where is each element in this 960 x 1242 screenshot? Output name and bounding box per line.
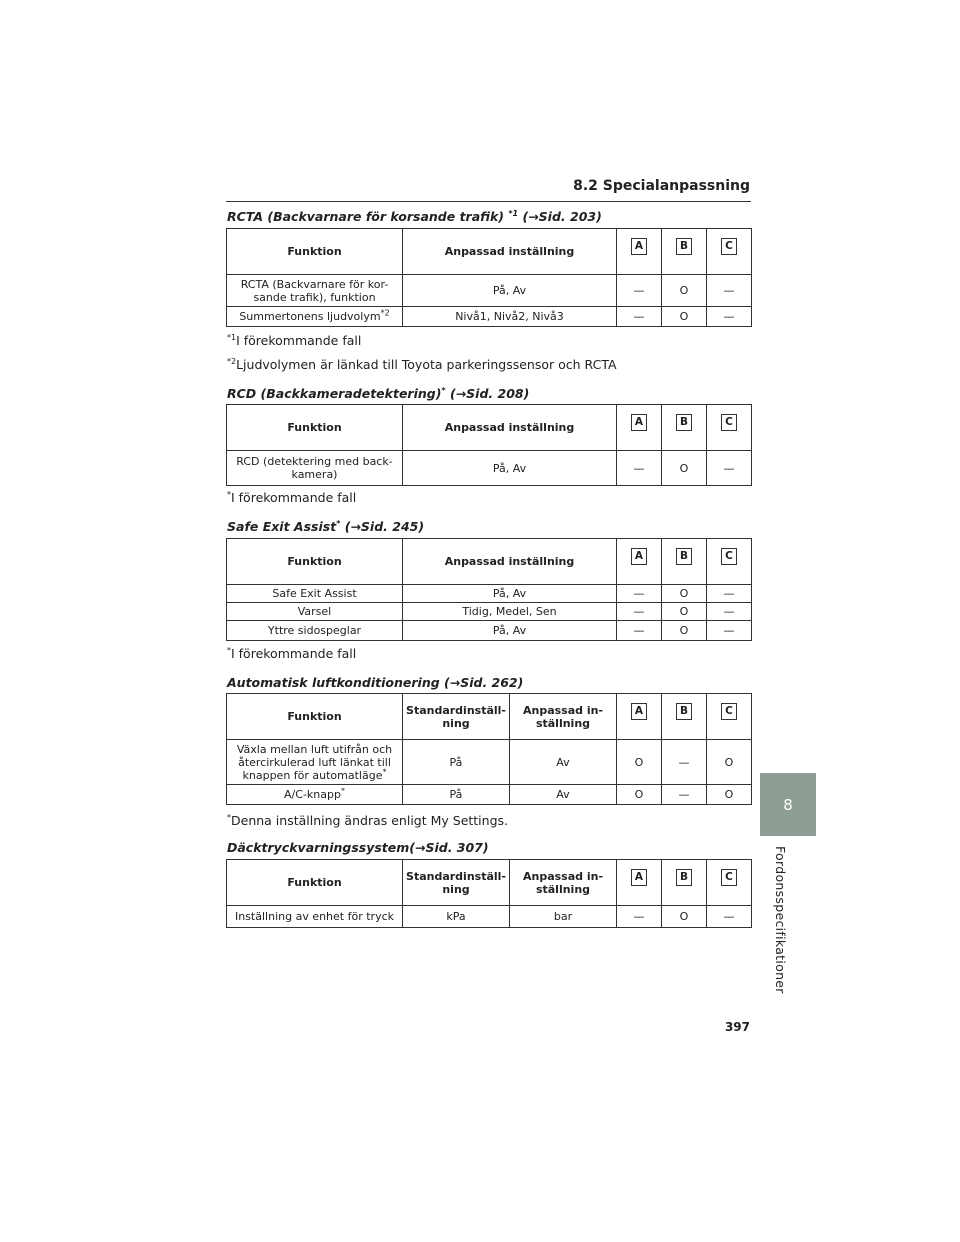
cell-funktion: RCTA (Backvarnare för kor-sande trafik), funktion	[227, 275, 403, 307]
cell-a: O	[617, 740, 662, 785]
cell-b: O	[662, 307, 707, 327]
cell-anpassad: Tidig, Medel, Sen	[403, 603, 617, 621]
sea-title-footnote-marker: *	[336, 518, 341, 528]
footnote-marker: *	[227, 489, 231, 499]
rcta-footnote-2	[227, 357, 617, 372]
footnote-text: I förekommande fall	[236, 333, 362, 348]
cell-funktion	[227, 307, 403, 327]
chapter-tab-number: 8	[783, 796, 793, 814]
cell-c: —	[707, 307, 752, 327]
table-row	[227, 906, 752, 928]
col-c-icon: C	[721, 869, 737, 886]
table-row	[227, 585, 752, 603]
table-row	[227, 740, 752, 785]
cell-anpassad: På, Av	[403, 275, 617, 307]
cell-standard: kPa	[403, 906, 510, 928]
header-anpassad: Anpassad in-ställning	[510, 860, 617, 906]
col-c-icon: C	[721, 548, 737, 565]
cell-c: —	[707, 451, 752, 486]
sea-table	[226, 538, 752, 641]
cell-anpassad: bar	[510, 906, 617, 928]
cell-b: O	[662, 275, 707, 307]
cell-a: —	[617, 906, 662, 928]
cell-a: —	[617, 603, 662, 621]
cell-anpassad: Av	[510, 785, 617, 805]
col-a-icon: A	[631, 414, 647, 431]
cell-b: —	[662, 785, 707, 805]
cell-funktion-text: Summertonens ljudvolym	[239, 310, 381, 323]
cell-b: —	[662, 740, 707, 785]
header-anpassad: Anpassad inställning	[403, 539, 617, 585]
col-c-icon: C	[721, 703, 737, 720]
sea-title-text: Safe Exit Assist	[227, 519, 337, 534]
cell-standard: På	[403, 785, 510, 805]
cell-a: —	[617, 307, 662, 327]
cell-a: —	[617, 451, 662, 486]
header-anpassad: Anpassad in-ställning	[510, 694, 617, 740]
col-a-icon: A	[631, 238, 647, 255]
col-a-icon: A	[631, 869, 647, 886]
cell-c: O	[707, 785, 752, 805]
tpms-table	[226, 859, 752, 928]
cell-funktion: Yttre sidospeglar	[227, 621, 403, 641]
header-funktion: Funktion	[227, 694, 403, 740]
cell-c: —	[707, 906, 752, 928]
footnote-text: Ljudvolymen är länkad till Toyota parkeringssensor och RCTA	[236, 357, 617, 372]
rcta-section-title	[227, 209, 602, 224]
section-header-title: 8.2 Specialanpassning	[573, 178, 750, 194]
header-funktion: Funktion	[227, 539, 403, 585]
cell-funktion	[227, 740, 403, 785]
sea-footnote	[227, 646, 356, 661]
footnote-marker: *	[227, 645, 231, 655]
footnote-text: Denna inställning ändras enligt My Settings.	[231, 813, 509, 828]
cell-a: —	[617, 585, 662, 603]
footnote-marker: *	[382, 766, 387, 776]
table-row	[227, 621, 752, 641]
cell-b: O	[662, 603, 707, 621]
cell-funktion: Inställning av enhet för tryck	[227, 906, 403, 928]
tpms-section-title: Däcktryckvarningssystem(→Sid. 307)	[227, 840, 489, 855]
rcta-title-footnote-marker: *1	[508, 208, 519, 218]
cell-funktion: RCD (detektering med back-kamera)	[227, 451, 403, 486]
cell-b: O	[662, 621, 707, 641]
table-row	[227, 603, 752, 621]
rcta-title-text: RCTA (Backvarnare för korsande trafik)	[227, 209, 509, 224]
header-standard: Standardinställ-ning	[403, 694, 510, 740]
cell-c: —	[707, 621, 752, 641]
header-funktion: Funktion	[227, 860, 403, 906]
footnote-marker: *1	[227, 332, 237, 342]
cell-b: O	[662, 585, 707, 603]
rcd-title-text: RCD (Backkameradetektering)	[227, 386, 442, 401]
table-row	[227, 785, 752, 805]
cell-funktion	[227, 785, 403, 805]
cell-c: O	[707, 740, 752, 785]
cell-anpassad: På, Av	[403, 621, 617, 641]
header-funktion: Funktion	[227, 405, 403, 451]
cell-funktion: Safe Exit Assist	[227, 585, 403, 603]
cell-c: —	[707, 585, 752, 603]
rcta-footnote-1	[227, 333, 361, 348]
cell-a: O	[617, 785, 662, 805]
header-standard: Standardinställ-ning	[403, 860, 510, 906]
header-funktion: Funktion	[227, 229, 403, 275]
col-c-icon: C	[721, 238, 737, 255]
cell-funktion-text: A/C-knapp	[284, 788, 341, 801]
footnote-marker: *	[227, 812, 231, 822]
table-row	[227, 307, 752, 327]
sea-section-title	[227, 519, 424, 534]
col-b-icon: B	[676, 548, 692, 565]
cell-funktion: Varsel	[227, 603, 403, 621]
rcd-footnote	[227, 490, 356, 505]
cell-a: —	[617, 275, 662, 307]
col-a-icon: A	[631, 703, 647, 720]
footnote-marker: *2	[380, 308, 390, 318]
rcd-title-page-ref: (→Sid. 208)	[445, 386, 530, 401]
cell-anpassad: Nivå1, Nivå2, Nivå3	[403, 307, 617, 327]
cell-c: —	[707, 603, 752, 621]
table-row	[227, 451, 752, 486]
rcd-title-footnote-marker: *	[441, 385, 446, 395]
table-row	[227, 275, 752, 307]
col-b-icon: B	[676, 703, 692, 720]
cell-funktion-text: Växla mellan luft utifrån och återcirkulerad luft länkat till knappen för automatläge	[236, 742, 393, 782]
header-divider	[226, 201, 751, 202]
cell-b: O	[662, 451, 707, 486]
ac-footnote	[227, 813, 508, 828]
sea-title-page-ref: (→Sid. 245)	[340, 519, 425, 534]
footnote-marker: *	[340, 786, 345, 796]
header-anpassad: Anpassad inställning	[403, 405, 617, 451]
footnote-text: I förekommande fall	[231, 646, 357, 661]
cell-anpassad: På, Av	[403, 451, 617, 486]
chapter-tab-label: Fordonsspecifikationer	[773, 846, 788, 994]
rcd-section-title	[227, 386, 529, 401]
col-a-icon: A	[631, 548, 647, 565]
footnote-text: I förekommande fall	[231, 490, 357, 505]
header-anpassad: Anpassad inställning	[403, 229, 617, 275]
col-b-icon: B	[676, 869, 692, 886]
col-c-icon: C	[721, 414, 737, 431]
cell-c: —	[707, 275, 752, 307]
ac-table	[226, 693, 752, 805]
col-b-icon: B	[676, 414, 692, 431]
rcd-table	[226, 404, 752, 486]
cell-a: —	[617, 621, 662, 641]
page-number: 397	[724, 1020, 750, 1034]
cell-standard: På	[403, 740, 510, 785]
rcta-title-page-ref: (→Sid. 203)	[518, 209, 602, 224]
cell-anpassad: Av	[510, 740, 617, 785]
ac-section-title: Automatisk luftkonditionering (→Sid. 262)	[227, 675, 524, 690]
rcta-table	[226, 228, 752, 327]
col-b-icon: B	[676, 238, 692, 255]
footnote-marker: *2	[227, 356, 237, 366]
cell-b: O	[662, 906, 707, 928]
cell-anpassad: På, Av	[403, 585, 617, 603]
